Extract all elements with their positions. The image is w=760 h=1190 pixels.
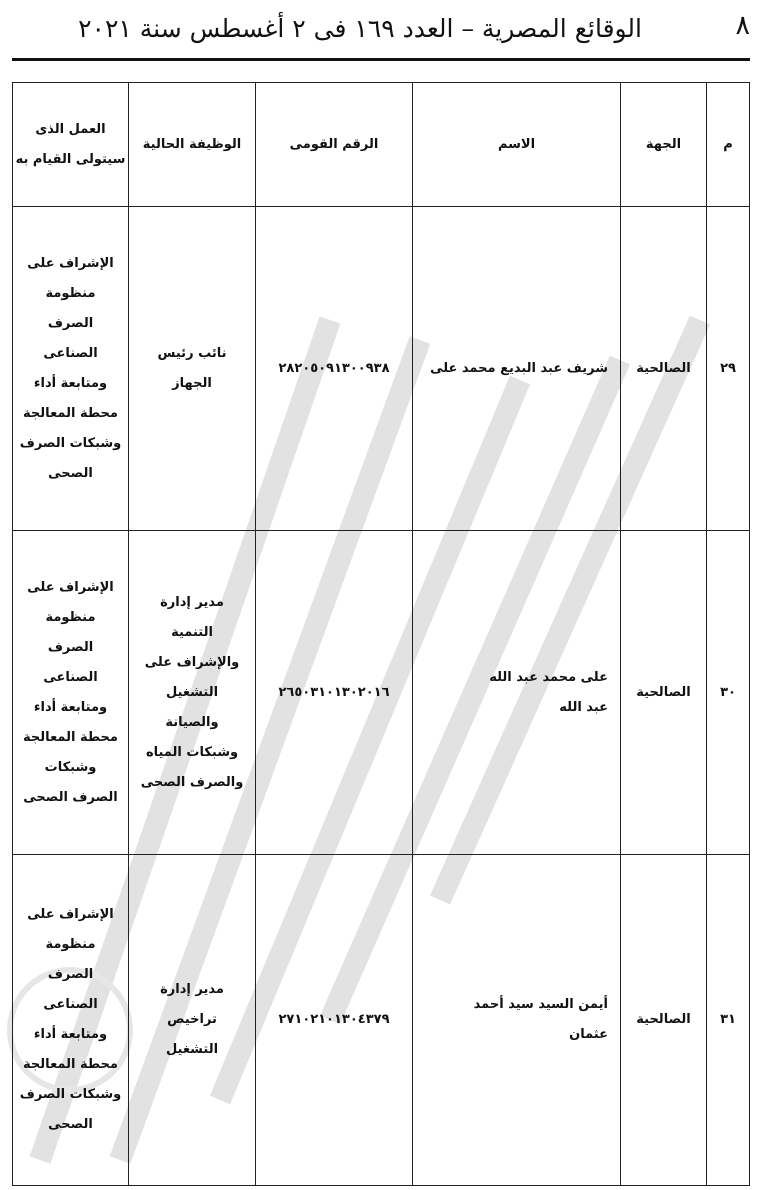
- cell-num: ٢٩: [707, 207, 750, 531]
- cell-name: أيمن السيد سيد أحمد عثمان: [413, 855, 621, 1186]
- cell-num: ٣٠: [707, 531, 750, 855]
- page-number: ٨: [735, 10, 750, 41]
- cell-entity: الصالحية: [621, 855, 707, 1186]
- cell-entity: الصالحية: [621, 531, 707, 855]
- col-header-assigned-work: العمل الذى سيتولى القيام به: [13, 83, 129, 207]
- cell-national-id: ٢٨٢٠٥٠٩١٣٠٠٩٣٨: [256, 207, 413, 531]
- table-row: [13, 531, 750, 855]
- cell-name: شريف عبد البديع محمد على: [413, 207, 621, 531]
- table-row: [13, 207, 750, 531]
- col-header-name: الاسم: [413, 83, 621, 207]
- cell-entity: الصالحية: [621, 207, 707, 531]
- cell-assigned-work: الإشراف على منظومة الصرف الصناعى ومتابعة أداء محطة المعالجة وشبكات الصرف الصحى: [13, 531, 129, 855]
- table-row: [13, 855, 750, 1186]
- cell-assigned-work: الإشراف على منظومة الصرف الصناعى ومتابعة أداء محطة المعالجة وشبكات الصرف الصحى: [13, 855, 129, 1186]
- page-header: [20, 8, 750, 48]
- page-title: الوقائع المصرية – العدد ١٦٩ فى ٢ أغسطس سنة ٢٠٢١: [78, 14, 642, 43]
- cell-current-job: نائب رئيس الجهاز: [129, 207, 256, 531]
- cell-name: على محمد عبد الله عبد الله: [413, 531, 621, 855]
- col-header-current-job: الوظيفة الحالية: [129, 83, 256, 207]
- cell-national-id: ٢٧١٠٢١٠١٣٠٤٣٧٩: [256, 855, 413, 1186]
- cell-current-job: مدير إدارة تراخيص التشغيل: [129, 855, 256, 1186]
- header-divider: [12, 58, 750, 61]
- cell-national-id: ٢٦٥٠٣١٠١٣٠٢٠١٦: [256, 531, 413, 855]
- col-header-national-id: الرقم القومى: [256, 83, 413, 207]
- cell-current-job: مدير إدارة التنمية والإشراف على التشغيل والصيانة وشبكات المياه والصرف الصحى: [129, 531, 256, 855]
- data-table: [12, 82, 750, 1186]
- col-header-entity: الجهة: [621, 83, 707, 207]
- cell-num: ٣١: [707, 855, 750, 1186]
- cell-assigned-work: الإشراف على منظومة الصرف الصناعى ومتابعة أداء محطة المعالجة وشبكات الصرف الصحى: [13, 207, 129, 531]
- table-header-row: [13, 83, 750, 207]
- col-header-num: م: [707, 83, 750, 207]
